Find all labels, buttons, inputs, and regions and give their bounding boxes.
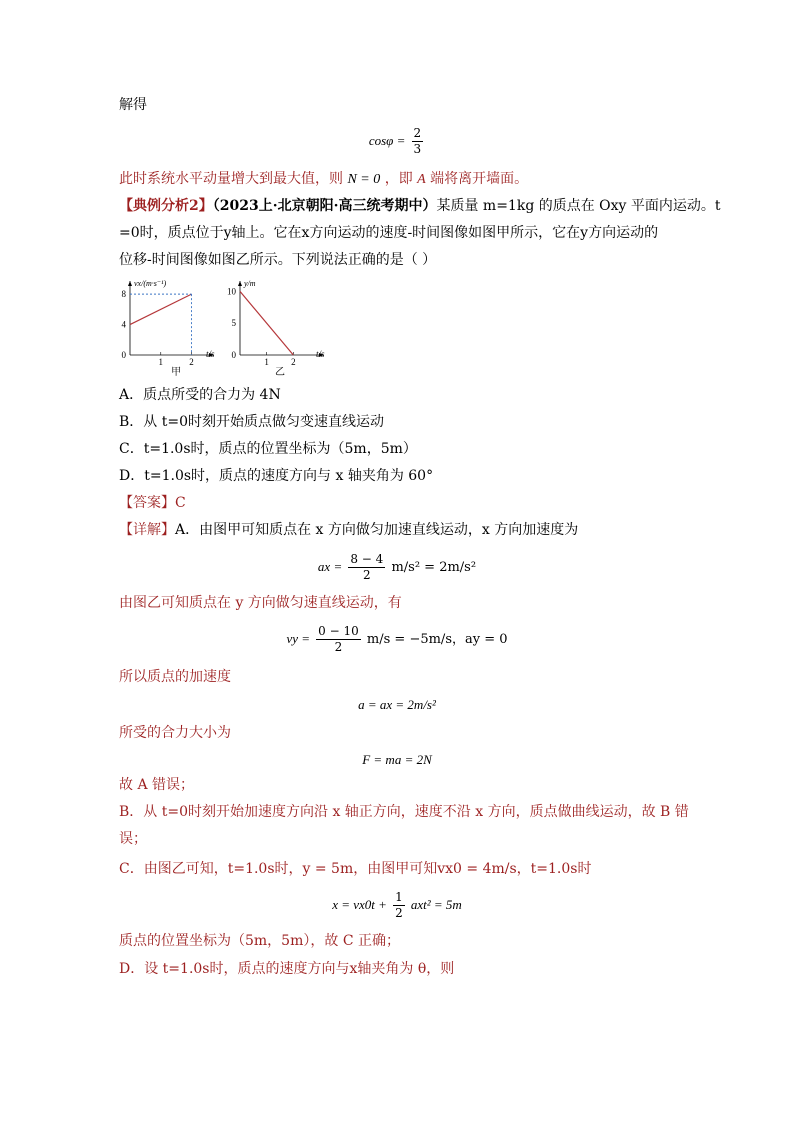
example-tag: 【典例分析2】 xyxy=(119,198,213,214)
example-line-1 xyxy=(119,197,721,215)
cos-lhs: cosφ = xyxy=(368,133,406,148)
cos-denominator: 3 xyxy=(413,142,422,156)
y-axis-label: vx/(m·s⁻¹) xyxy=(134,279,167,288)
conclusion-text-b: ，即 xyxy=(384,171,413,187)
eq-vy-num: 0 − 10 xyxy=(318,624,359,638)
example-source: （2023上·北京朝阳·高三统考期中） xyxy=(212,198,437,214)
eq-ax-num: 8 − 4 xyxy=(350,552,384,566)
conclusion-text-d: 端将离开墙面。 xyxy=(430,171,529,187)
detail-tag: 【详解】 xyxy=(119,522,175,538)
cos-equation xyxy=(0,126,794,157)
x-tick-label: 2 xyxy=(291,357,296,367)
y-tick-label: 4 xyxy=(121,319,126,330)
conclusion-n: N = 0 xyxy=(347,172,381,187)
solve-label: 解得 xyxy=(119,97,147,113)
y-tick-label: 0 xyxy=(231,350,236,360)
detail-d-line: D．设 t=1.0s时，质点的速度方向与x轴夹角为 θ，则 xyxy=(119,961,455,977)
detail-c-line: C．由图乙可知，t=1.0s时，y = 5m，由图甲可知vx0 = 4m/s，t=1.0s时 xyxy=(119,861,592,877)
eq-vy-rhs: m/s = −5m/s，ay = 0 xyxy=(366,632,508,647)
example-text-1: 某质量 m=1kg 的质点在 Oxy 平面内运动。t xyxy=(436,198,721,214)
x-tick-label: 1 xyxy=(264,357,269,367)
x-tick-label: 1 xyxy=(158,357,164,367)
eq-vy-den: 2 xyxy=(334,640,343,654)
detail-acc-line: 所以质点的加速度 xyxy=(119,669,231,685)
eq-ax-fraction xyxy=(348,552,385,583)
cos-numerator: 2 xyxy=(413,126,422,140)
cos-fraction xyxy=(412,126,424,157)
x-axis-label: t/s xyxy=(316,349,325,359)
option-b: B．从 t=0时刻开始质点做匀变速直线运动 xyxy=(119,414,385,430)
eq-ax xyxy=(0,552,794,583)
detail-b-line-1: B．从 t=0时刻开始加速度方向沿 x 轴正方向，速度不沿 x 方向，质点做曲线运动，故 B 错 xyxy=(119,804,689,820)
example-line-2: =0时，质点位于y轴上。它在x方向运动的速度-时间图像如图甲所示，它在y方向运动的 xyxy=(119,225,659,241)
eq-x-den: 2 xyxy=(395,906,403,920)
detail-a-line xyxy=(119,521,578,539)
eq-vy-lhs: vy = xyxy=(286,631,311,646)
detail-a-wrong: 故 A 错误； xyxy=(119,777,195,793)
chart-displacement-time xyxy=(222,278,332,378)
y-axis-arrow xyxy=(128,281,132,286)
y-tick-label: 8 xyxy=(121,289,126,300)
series-line xyxy=(240,291,293,355)
eq-ax-den: 2 xyxy=(363,568,371,582)
eq-vy-fraction xyxy=(316,624,361,655)
chart-caption: 乙 xyxy=(275,367,285,378)
option-c: C．t=1.0s时，质点的位置坐标为（5m，5m） xyxy=(119,441,417,457)
eq-vy xyxy=(0,624,794,655)
series-line xyxy=(130,294,192,324)
option-d: D．t=1.0s时，质点的速度方向与 x 轴夹角为 60° xyxy=(119,468,434,484)
eq-x-lhs: x = vx0t + xyxy=(332,897,387,912)
detail-b-line-2: 误； xyxy=(119,831,147,847)
answer: 【答案】C xyxy=(119,495,186,511)
option-a: A．质点所受的合力为 4N xyxy=(119,387,281,403)
y-tick-label: 10 xyxy=(227,286,236,297)
conclusion-a-letter: A xyxy=(417,172,426,187)
eq-x xyxy=(0,890,794,921)
y-tick-label: 5 xyxy=(231,318,236,329)
chart-velocity-time xyxy=(112,278,222,378)
eq-x-fraction xyxy=(393,890,405,921)
detail-force-line: 所受的合力大小为 xyxy=(119,725,231,741)
y-axis-label: y/m xyxy=(244,279,256,288)
detail-c-result: 质点的位置坐标为（5m，5m），故 C 正确； xyxy=(119,933,400,949)
eq-x-rhs: axt² = 5m xyxy=(410,897,462,912)
example-line-3: 位移-时间图像如图乙所示。下列说法正确的是（ ） xyxy=(119,252,437,268)
conclusion-line xyxy=(119,170,528,189)
eq-ax-lhs: ax = xyxy=(317,559,343,574)
eq-x-num: 1 xyxy=(395,890,403,904)
chart-caption: 甲 xyxy=(171,367,182,378)
eq-ax-rhs: m/s² = 2m/s² xyxy=(391,560,477,575)
y-tick-label: 0 xyxy=(121,350,126,360)
x-axis-label: t/s xyxy=(206,349,215,359)
eq-a: a = ax = 2m/s² xyxy=(358,697,436,712)
detail-y-line: 由图乙可知质点在 y 方向做匀速直线运动，有 xyxy=(119,595,402,611)
detail-a-text: A．由图甲可知质点在 x 方向做匀加速直线运动，x 方向加速度为 xyxy=(175,522,579,538)
conclusion-text-a: 此时系统水平动量增大到最大值，则 xyxy=(119,171,343,187)
y-axis-arrow xyxy=(238,281,242,286)
eq-f: F = ma = 2N xyxy=(362,752,432,767)
x-tick-label: 2 xyxy=(189,357,194,367)
